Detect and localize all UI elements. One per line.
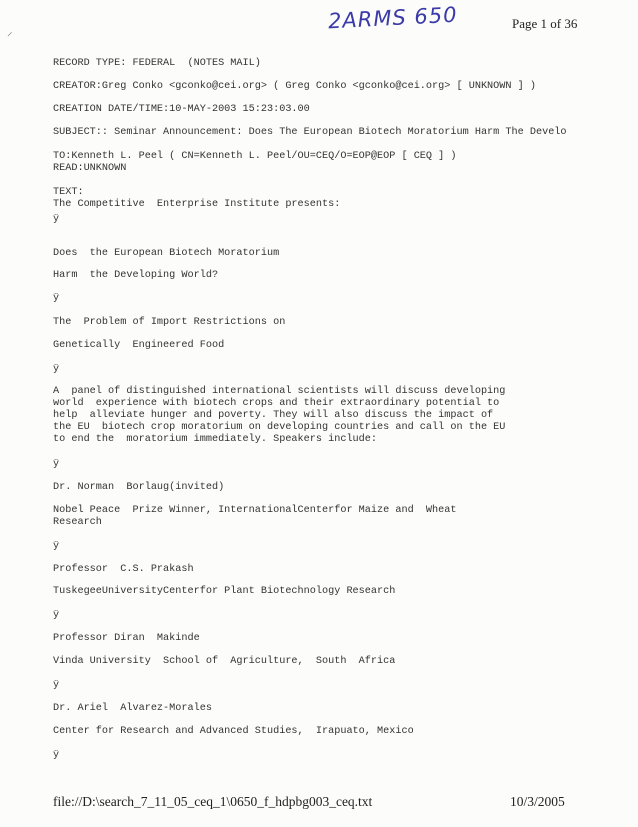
record-type: RECORD TYPE: FEDERAL (NOTES MAIL) — [53, 58, 261, 69]
presents-line: The Competitive Enterprise Institute presents: — [53, 199, 341, 210]
read-line: READ:UNKNOWN — [53, 163, 127, 174]
handwritten-annotation: 2ARMS 650 — [327, 2, 459, 34]
title-line-1: Does the European Biotech Moratorium — [53, 248, 280, 259]
speaker-affiliation: Nobel Peace Prize Winner, InternationalCenterfor Maize and Wheat — [53, 505, 457, 516]
separator: ÿ — [53, 680, 60, 691]
title-line-2: Harm the Developing World? — [53, 270, 219, 281]
footer-file-path: file://D:\search_7_11_05_ceq_1\0650_f_hdpbg003_ceq.txt — [53, 794, 373, 809]
speaker-name: Professor Diran Makinde — [53, 633, 200, 644]
speaker-affiliation: Vinda University School of Agriculture, South Africa — [53, 656, 396, 667]
separator: ÿ — [53, 610, 60, 621]
text-label: TEXT: — [53, 187, 84, 198]
creation-date: CREATION DATE/TIME:10-MAY-2003 15:23:03.00 — [53, 104, 310, 115]
separator: ÿ — [53, 214, 60, 225]
footer-date: 10/3/2005 — [510, 794, 565, 809]
panel-line: A panel of distinguished international scientists will discuss developing — [53, 386, 506, 397]
separator: ÿ — [53, 541, 60, 552]
topic-line-2: Genetically Engineered Food — [53, 340, 225, 351]
speaker-affiliation: Research — [53, 517, 102, 528]
separator: ÿ — [53, 459, 60, 470]
panel-line: help alleviate hunger and poverty. They will also discuss the impact of — [53, 410, 494, 421]
margin-mark: ⸍ — [7, 30, 13, 43]
page-number: Page 1 of 36 — [512, 16, 578, 31]
subject-line: SUBJECT:: Seminar Announcement: Does The European Biotech Moratorium Harm The Develo — [53, 127, 567, 138]
creator-line: CREATOR:Greg Conko <gconko@cei.org> ( Greg Conko <gconko@cei.org> [ UNKNOWN ] ) — [53, 81, 536, 92]
separator: ÿ — [53, 293, 60, 304]
separator: ÿ — [53, 364, 60, 375]
to-line: TO:Kenneth L. Peel ( CN=Kenneth L. Peel/OU=CEQ/O=EOP@EOP [ CEQ ] ) — [53, 151, 457, 162]
speaker-name: Professor C.S. Prakash — [53, 564, 194, 575]
speaker-name: Dr. Norman Borlaug(invited) — [53, 482, 225, 493]
speaker-name: Dr. Ariel Alvarez-Morales — [53, 703, 212, 714]
separator: ÿ — [53, 750, 60, 761]
panel-line: to end the moratorium immediately. Speakers include: — [53, 434, 378, 445]
topic-line-1: The Problem of Import Restrictions on — [53, 317, 286, 328]
speaker-affiliation: Center for Research and Advanced Studies, Irapuato, Mexico — [53, 726, 414, 737]
speaker-affiliation: TuskegeeUniversityCenterfor Plant Biotechnology Research — [53, 586, 396, 597]
panel-line: world experience with biotech crops and their extraordinary potential to — [53, 398, 500, 409]
panel-line: the EU biotech crop moratorium on developing countries and call on the EU — [53, 422, 506, 433]
